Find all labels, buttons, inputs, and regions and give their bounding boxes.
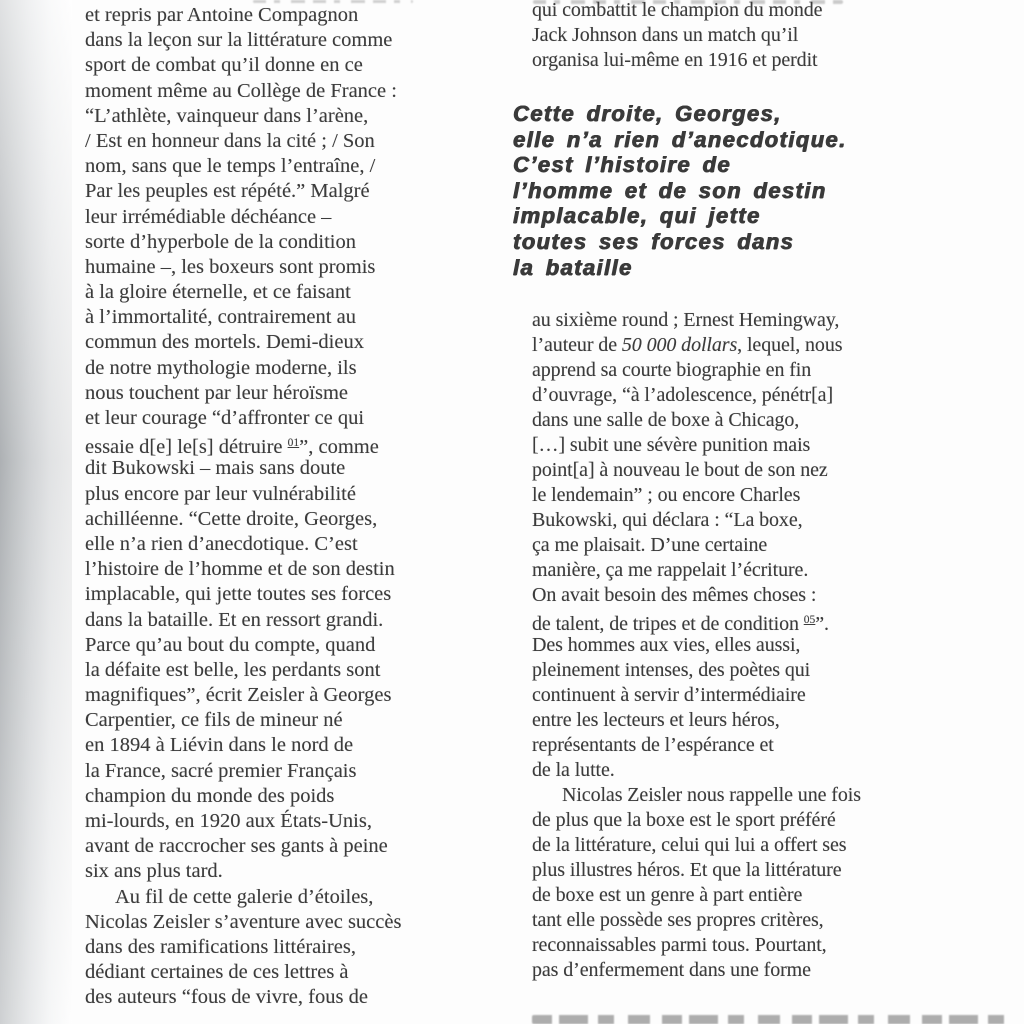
text-segment: C’est l’histoire de bbox=[513, 152, 731, 178]
left-text-column bbox=[85, 3, 465, 1011]
left-column-text-line bbox=[85, 708, 465, 733]
text-segment: avant de raccrocher ses gants à peine bbox=[85, 835, 388, 858]
left-column-text-line bbox=[85, 205, 465, 230]
left-column-text-line bbox=[85, 456, 465, 481]
pull-quote-line bbox=[513, 203, 983, 229]
text-segment: organisa lui-même en 1916 et perdit bbox=[532, 49, 818, 71]
left-column-text-line bbox=[85, 582, 465, 607]
text-segment: implacable, qui jette toutes ses forces bbox=[85, 583, 392, 606]
right-column-text-line bbox=[532, 408, 942, 433]
pull-quote bbox=[513, 101, 983, 280]
clipped-line-fragment-bottom bbox=[532, 1015, 1007, 1024]
left-column-text-line bbox=[85, 608, 465, 633]
text-segment: tant elle possède ses propres critères, bbox=[532, 909, 824, 931]
right-column-text-line bbox=[532, 533, 942, 558]
left-column-text-line bbox=[85, 356, 465, 381]
text-segment: apprend sa courte biographie en fin bbox=[532, 359, 812, 381]
left-column-text-line bbox=[85, 935, 465, 960]
text-segment: sport de combat qu’il donne en ce bbox=[85, 54, 363, 77]
footnote-marker: 01 bbox=[287, 437, 300, 450]
right-column-text-line bbox=[532, 858, 942, 883]
text-segment: représentants de l’espérance et bbox=[532, 734, 774, 756]
text-segment: et leur courage “d’affronter ce qui bbox=[85, 407, 365, 429]
left-column-text-line bbox=[85, 985, 465, 1010]
right-column-text-line bbox=[532, 658, 942, 683]
right-column-text-line bbox=[532, 48, 932, 73]
text-segment: toutes ses forces dans bbox=[513, 228, 795, 254]
right-column-text-line bbox=[532, 483, 942, 508]
right-column-text-line bbox=[532, 383, 942, 408]
pull-quote-line bbox=[513, 101, 983, 127]
text-segment: de talent, de tripes et de condition bbox=[532, 613, 804, 635]
text-segment: dans la leçon sur la littérature comme bbox=[85, 29, 393, 52]
text-segment: sorte d’hyperbole de la condition bbox=[85, 230, 356, 253]
text-segment: à l’immortalité, contrairement au bbox=[85, 306, 356, 329]
text-segment: de la littérature, celui qui lui a offert ses bbox=[532, 834, 847, 856]
text-segment: […] subit une sévère punition mais bbox=[532, 434, 811, 456]
text-segment: ça me plaisait. D’une certaine bbox=[532, 534, 768, 556]
text-segment: de notre mythologie moderne, ils bbox=[85, 356, 357, 379]
text-segment: humaine –, les boxeurs sont promis bbox=[85, 255, 376, 278]
left-column-text-line bbox=[85, 809, 465, 834]
text-segment: essaie d[e] le[s] détruire bbox=[85, 436, 288, 459]
text-segment: On avait besoin des mêmes choses : bbox=[532, 584, 817, 606]
text-segment: moment même au Collège de France : bbox=[85, 79, 397, 102]
left-column-text-line bbox=[85, 507, 465, 532]
text-segment: ”. bbox=[815, 613, 829, 635]
text-segment: des auteurs “fous de vivre, fous de bbox=[85, 986, 368, 1009]
text-segment: le lendemain” ; ou encore Charles bbox=[532, 484, 801, 506]
text-segment: d’ouvrage, “à l’adolescence, pénétr[a] bbox=[532, 384, 834, 406]
text-segment: achilléenne. “Cette droite, Georges, bbox=[85, 507, 378, 530]
left-column-text-line bbox=[85, 784, 465, 809]
text-segment: Carpentier, ce fils de mineur né bbox=[85, 709, 343, 732]
right-column-text-line bbox=[532, 933, 942, 958]
text-segment: point[a] à nouveau le bout de son nez bbox=[532, 459, 828, 481]
text-segment: Jack Johnson dans un match qu’il bbox=[532, 24, 799, 46]
text-segment: leur irrémédiable déchéance – bbox=[85, 205, 332, 228]
left-column-text-line bbox=[85, 733, 465, 758]
left-column-text-line bbox=[85, 154, 465, 179]
right-column-text-line bbox=[532, 758, 942, 783]
left-column-text-line bbox=[85, 960, 465, 985]
text-segment: à la gloire éternelle, et ce faisant bbox=[85, 281, 351, 304]
left-column-text-line bbox=[85, 557, 465, 582]
text-segment: qui combattit le champion du monde bbox=[532, 0, 823, 21]
left-column-text-line bbox=[85, 3, 465, 28]
right-column-text-line bbox=[532, 683, 942, 708]
text-segment: la France, sacré premier Français bbox=[85, 759, 357, 782]
text-segment: plus encore par leur vulnérabilité bbox=[85, 482, 356, 505]
left-column-text-line bbox=[85, 305, 465, 330]
left-column-text-line bbox=[85, 406, 465, 431]
right-column-text-line bbox=[532, 608, 942, 633]
right-column-text-line bbox=[532, 358, 942, 383]
text-segment: dans des ramifications littéraires, bbox=[85, 935, 356, 958]
text-segment: entre les lecteurs et leurs héros, bbox=[532, 709, 780, 731]
text-segment: Par les peuples est répété.” Malgré bbox=[85, 180, 370, 203]
text-segment: champion du monde des poids bbox=[85, 784, 335, 807]
text-segment: six ans plus tard. bbox=[85, 860, 223, 883]
left-column-text-line bbox=[85, 431, 465, 459]
text-segment: dit Bukowski – mais sans doute bbox=[85, 457, 346, 480]
text-segment: Bukowski, qui déclara : “La boxe, bbox=[532, 509, 803, 531]
right-column-text-line bbox=[532, 883, 942, 908]
right-column-text-line bbox=[532, 558, 942, 583]
text-segment: / Est en honneur dans la cité ; / Son bbox=[85, 129, 375, 152]
right-column-text-line bbox=[532, 808, 942, 833]
right-column-text-line bbox=[532, 0, 932, 23]
left-column-text-line bbox=[85, 330, 465, 355]
text-segment: de boxe est un genre à part entière bbox=[532, 884, 803, 906]
left-column-text-line bbox=[85, 759, 465, 784]
pull-quote-line bbox=[513, 255, 983, 281]
text-segment: nous touchent par leur héroïsme bbox=[85, 381, 349, 404]
text-segment: et repris par Antoine Compagnon bbox=[85, 4, 359, 26]
left-column-text-line bbox=[85, 633, 465, 658]
text-segment: ”, comme bbox=[299, 436, 379, 459]
text-segment: en 1894 à Liévin dans le nord de bbox=[85, 734, 354, 757]
text-segment: la bataille bbox=[513, 254, 633, 280]
left-column-text-line bbox=[85, 53, 465, 78]
right-column-text-line bbox=[532, 433, 942, 458]
left-column-text-line bbox=[85, 255, 465, 280]
pull-quote-line bbox=[513, 152, 983, 178]
text-segment: dans la bataille. Et en ressort grandi. bbox=[85, 608, 384, 631]
text-segment: , lequel, nous bbox=[737, 334, 843, 356]
right-column-body bbox=[532, 308, 942, 983]
right-column-text-line bbox=[532, 833, 942, 858]
text-segment: Parce qu’au bout du compte, quand bbox=[85, 633, 376, 656]
left-column-text-line bbox=[85, 482, 465, 507]
left-column-text-line bbox=[85, 532, 465, 557]
text-segment: elle n’a rien d’anecdotique. bbox=[513, 126, 847, 152]
text-segment: pleinement intenses, des poètes qui bbox=[532, 659, 811, 681]
text-segment: dédiant certaines de ces lettres à bbox=[85, 961, 349, 984]
right-column-text-line bbox=[532, 633, 942, 658]
text-segment: Nicolas Zeisler s’aventure avec succès bbox=[85, 910, 402, 933]
text-segment: l’auteur de bbox=[532, 334, 622, 356]
left-column-text-line bbox=[85, 910, 465, 935]
text-segment: magnifiques”, écrit Zeisler à Georges bbox=[85, 684, 392, 707]
pull-quote-line bbox=[513, 127, 983, 153]
left-column-text-line bbox=[85, 28, 465, 53]
text-segment: Au fil de cette galerie d’étoiles, bbox=[115, 885, 374, 908]
text-segment: l’homme et de son destin bbox=[513, 177, 827, 203]
text-segment: manière, ça me rappelait l’écriture. bbox=[532, 559, 809, 581]
text-segment: nom, sans que le temps l’entraîne, / bbox=[85, 155, 376, 178]
page-gutter-shadow bbox=[0, 0, 72, 1024]
left-column-text-line bbox=[85, 885, 465, 910]
left-column-text-line bbox=[85, 79, 465, 104]
text-segment: “L’athlète, vainqueur dans l’arène, bbox=[85, 104, 369, 127]
left-column-text-line bbox=[85, 104, 465, 129]
text-segment: continuent à servir d’intermédiaire bbox=[532, 684, 806, 706]
text-segment: Des hommes aux vies, elles aussi, bbox=[532, 634, 801, 656]
left-column-text-line bbox=[85, 230, 465, 255]
text-segment: reconnaissables parmi tous. Pourtant, bbox=[532, 934, 827, 956]
text-segment: plus illustres héros. Et que la littérature bbox=[532, 859, 842, 881]
left-column-text-line bbox=[85, 859, 465, 884]
pull-quote-line bbox=[513, 178, 983, 204]
left-column-text-line bbox=[85, 129, 465, 154]
text-segment: au sixième round ; Ernest Hemingway, bbox=[532, 309, 840, 331]
text-segment: 50 000 dollars bbox=[621, 334, 738, 356]
left-column-text-line bbox=[85, 179, 465, 204]
right-column-text-line bbox=[532, 908, 942, 933]
text-segment: elle n’a rien d’anecdotique. C’est bbox=[85, 532, 358, 555]
right-column-text-line bbox=[532, 708, 942, 733]
left-column-text-line bbox=[85, 658, 465, 683]
left-column-text-line bbox=[85, 683, 465, 708]
right-column-text-line bbox=[532, 733, 942, 758]
text-segment: implacable, qui jette bbox=[513, 203, 761, 229]
pull-quote-line bbox=[513, 229, 983, 255]
text-segment: Nicolas Zeisler nous rappelle une fois bbox=[562, 784, 861, 806]
right-column-text-line bbox=[532, 333, 942, 358]
right-column-text-line bbox=[532, 308, 942, 333]
text-segment: la défaite est belle, les perdants sont bbox=[85, 658, 381, 681]
right-column-intro bbox=[532, 0, 932, 73]
right-column-text-line bbox=[532, 458, 942, 483]
right-column-text-line bbox=[532, 508, 942, 533]
left-column-text-line bbox=[85, 834, 465, 859]
right-column-text-line bbox=[532, 23, 932, 48]
text-segment: commun des mortels. Demi-dieux bbox=[85, 331, 364, 354]
text-segment: l’histoire de l’homme et de son destin bbox=[85, 558, 395, 581]
text-segment: Cette droite, Georges, bbox=[513, 101, 782, 126]
text-segment: de plus que la boxe est le sport préféré bbox=[532, 809, 836, 831]
right-column-text-line bbox=[532, 958, 942, 983]
right-column-text-line bbox=[532, 783, 942, 808]
text-segment: mi-lourds, en 1920 aux États-Unis, bbox=[85, 810, 372, 832]
right-column-text-line bbox=[532, 583, 942, 608]
text-segment: de la lutte. bbox=[532, 759, 615, 781]
footnote-marker: 05 bbox=[803, 614, 816, 626]
text-segment: dans une salle de boxe à Chicago, bbox=[532, 409, 800, 431]
left-column-text-line bbox=[85, 280, 465, 305]
left-column-text-line bbox=[85, 381, 465, 406]
text-segment: pas d’enfermement dans une forme bbox=[532, 959, 811, 981]
